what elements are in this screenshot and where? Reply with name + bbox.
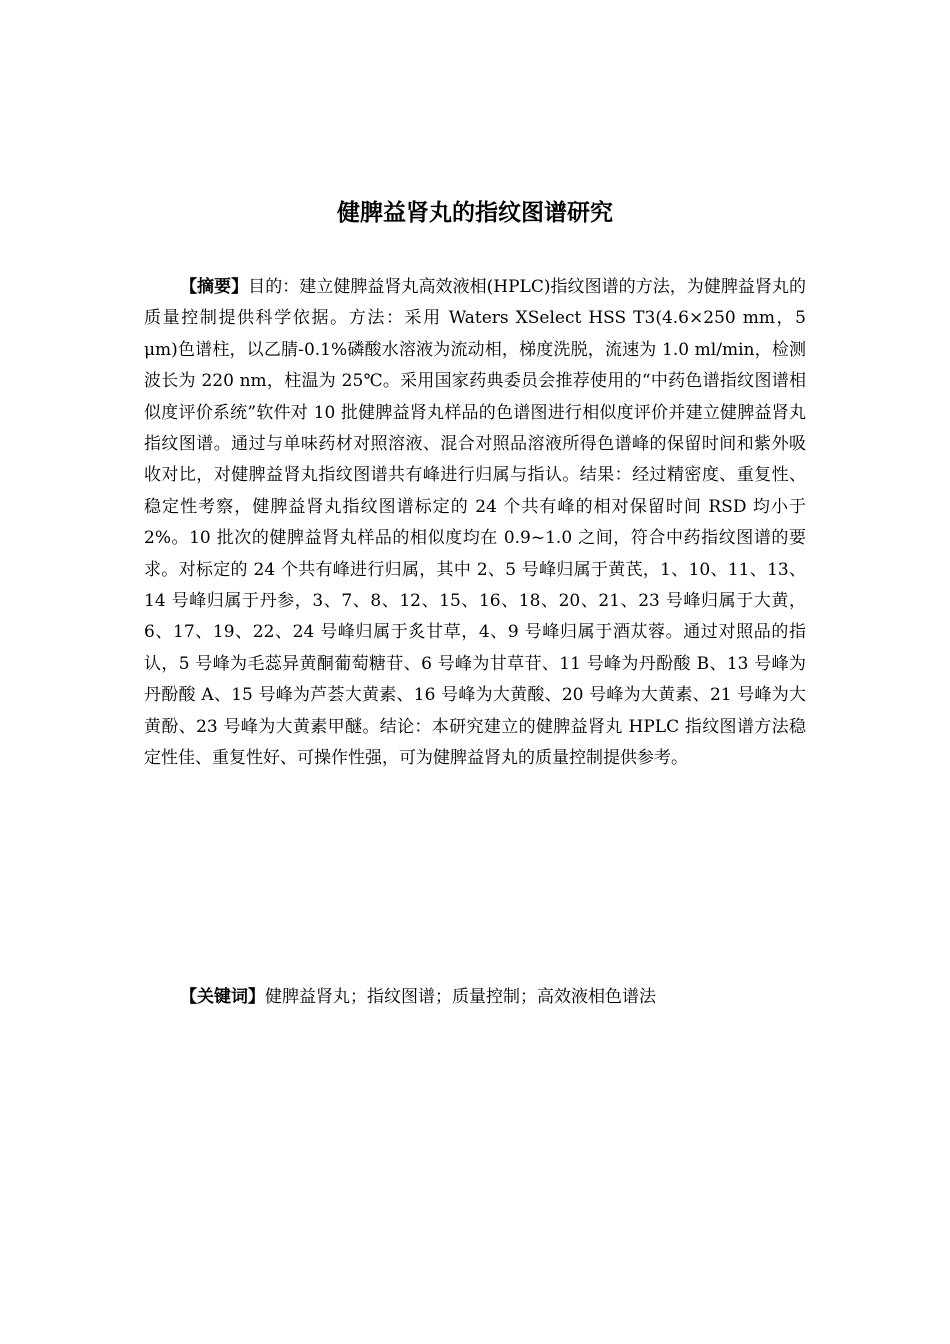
abstract-label: 【摘要】 (180, 277, 249, 297)
paper-title: 健脾益肾丸的指纹图谱研究 (337, 200, 613, 226)
keywords-text: 健脾益肾丸；指纹图谱；质量控制；高效液相色谱法 (265, 987, 656, 1007)
abstract-text: 目的：建立健脾益肾丸高效液相(HPLC)指纹图谱的方法，为健脾益肾丸的质量控制提供科学依据。方法：采用 Waters XSelect HSS T3(4.6×250 mm，5 μm)色谱柱，以乙腈-0.1%磷酸水溶液为流动相，梯度洗脱，流速为 1.0 ml/min，检测波长为 220 nm，柱温为 25℃。采用国家药典委员会推荐使用的“中药色谱指纹图谱相似度评价系统”软件对 10 批健脾益肾丸样品的色谱图进行相似度评价并建立健脾益肾丸指纹图谱。通过与单味药材对照溶液、混合对照品溶液所得色谱峰的保留时间和紫外吸收对比，对健脾益肾丸指纹图谱共有峰进行归属与指认。结果：经过精密度、重复性、稳定性考察，健脾益肾丸指纹图谱标定的 24 个共有峰的相对保留时间 RSD 均小于 2%。10 批次的健脾益肾丸样品的相似度均在 0.9~1.0 之间，符合中药指纹图谱的要求。对标定的 24 个共有峰进行归属，其中 2、5 号峰归属于黄芪，1、10、11、13、14 号峰归属于丹参，3、7、8、12、15、16、18、20、21、23 号峰归属于大黄，6、17、19、22、24 号峰归属于炙甘草，4、9 号峰归属于酒苁蓉。通过对照品的指认，5 号峰为毛蕊异黄酮葡萄糖苷、6 号峰为甘草苷、11 号峰为丹酚酸 B、13 号峰为丹酚酸 A、15 号峰为芦荟大黄素、16 号峰为大黄酸、20 号峰为大黄素、21 号峰为大黄酚、23 号峰为大黄素甲醚。结论：本研究建立的健脾益肾丸 HPLC 指纹图谱方法稳定性佳、重复性好、可操作性强，可为健脾益肾丸的质量控制提供参考。 (144, 277, 807, 769)
keywords-paragraph (144, 982, 806, 1013)
abstract-paragraph (144, 272, 806, 775)
keywords-label: 【关键词】 (180, 987, 265, 1007)
